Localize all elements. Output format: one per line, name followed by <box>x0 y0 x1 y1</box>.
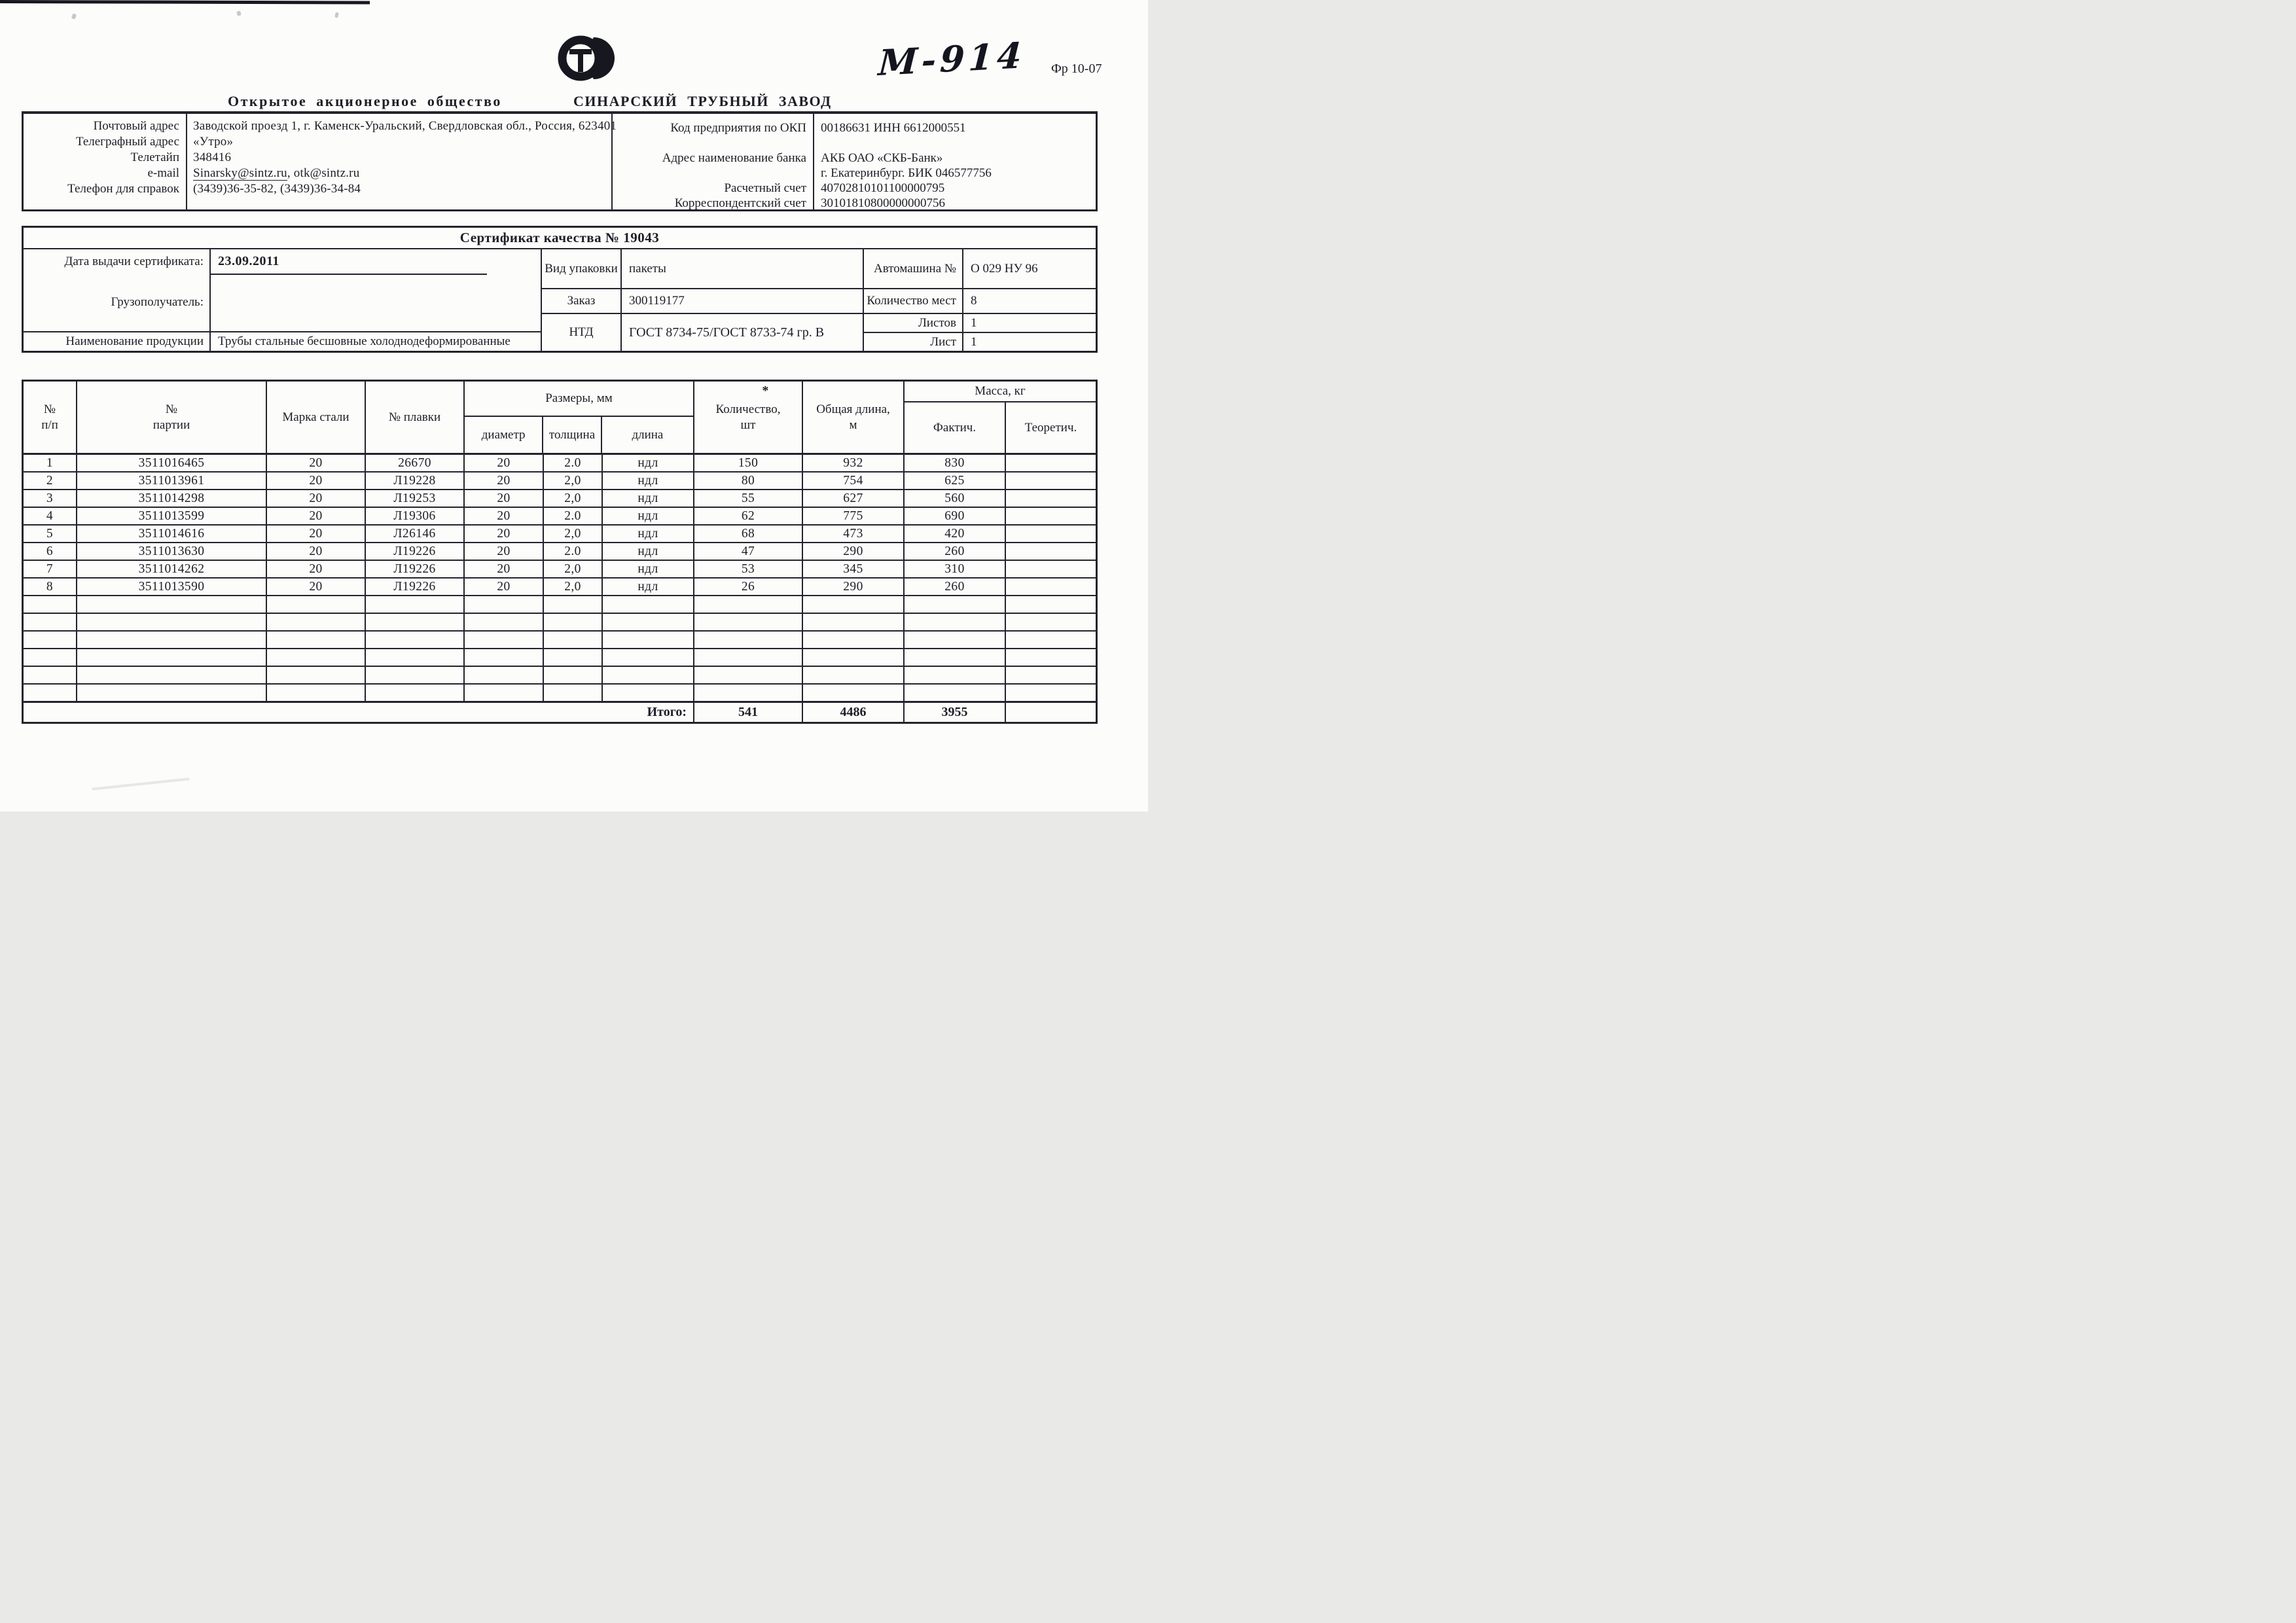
cell-mass-actual <box>905 632 1006 649</box>
cell-thickness: 2.0 <box>544 508 603 526</box>
email-primary: Sinarsky@sintz.ru <box>193 166 287 180</box>
cell-batch: 3511014262 <box>77 561 267 579</box>
cell-heat-number: Л19226 <box>366 543 465 561</box>
cell-total-length <box>803 596 905 614</box>
cell-num <box>24 614 77 632</box>
cell-steel-grade <box>267 667 366 685</box>
packing-label: Вид упаковки <box>542 249 622 288</box>
scan-edge-artifact <box>0 0 370 4</box>
certificate-body <box>24 249 1096 351</box>
cell-diameter <box>465 685 544 702</box>
cell-heat-number: Л19226 <box>366 579 465 596</box>
ntd-row <box>542 314 863 351</box>
cell-batch: 3511014298 <box>77 490 267 508</box>
sheets-value: 1 <box>971 315 977 330</box>
header-heat-number: № плавки <box>366 382 465 453</box>
cell-diameter: 20 <box>465 508 544 526</box>
table-row <box>24 685 1096 702</box>
cell-length: ндл <box>603 561 694 579</box>
consignee-label: Грузополучатель: <box>24 274 211 331</box>
cell-batch <box>77 649 267 667</box>
cell-diameter <box>465 632 544 649</box>
cell-quantity <box>694 596 803 614</box>
cell-length: ндл <box>603 490 694 508</box>
totals-quantity: 541 <box>694 703 803 722</box>
bank-label <box>613 166 806 181</box>
cell-mass-actual: 690 <box>905 508 1006 526</box>
table-row <box>24 614 1096 632</box>
cell-thickness: 2,0 <box>544 579 603 596</box>
cell-steel-grade: 20 <box>267 508 366 526</box>
order-label: Заказ <box>542 289 622 313</box>
header-mass-theoretical: Теоретич. <box>1024 420 1077 435</box>
cell-mass-actual <box>905 685 1006 702</box>
issue-date-value: 23.09.2011 <box>211 249 541 274</box>
header-mass-group <box>905 382 1096 453</box>
table-row <box>24 667 1096 685</box>
consignee-row <box>24 274 541 331</box>
pencil-speck <box>334 12 338 18</box>
totals-row <box>24 702 1096 722</box>
cell-batch <box>77 632 267 649</box>
totals-total-length: 4486 <box>803 703 905 722</box>
cell-num <box>24 649 77 667</box>
table-row <box>24 579 1096 596</box>
header-mass: Масса, кг <box>905 382 1096 402</box>
cell-quantity <box>694 632 803 649</box>
cell-thickness <box>544 649 603 667</box>
cell-total-length: 290 <box>803 579 905 596</box>
cell-thickness: 2,0 <box>544 526 603 543</box>
cell-mass-actual: 560 <box>905 490 1006 508</box>
places-label: Количество мест <box>864 289 963 313</box>
header-length: длина <box>632 427 664 442</box>
ntd-label: НТД <box>542 314 622 351</box>
cell-mass-theoretical <box>1006 473 1096 490</box>
cell-length <box>603 632 694 649</box>
cell-heat-number: Л19253 <box>366 490 465 508</box>
cell-total-length <box>803 649 905 667</box>
issue-date-label: Дата выдачи сертификата: <box>24 249 211 274</box>
header-diameter: диаметр <box>465 417 543 453</box>
sheet-value: 1 <box>971 334 977 349</box>
bank-label: Расчетный счет <box>724 181 806 195</box>
header-num: № п/п <box>24 382 77 453</box>
bank-name: АКБ ОАО «СКБ-Банк» <box>821 151 943 165</box>
teletype: 348416 <box>193 151 232 164</box>
cell-quantity: 68 <box>694 526 803 543</box>
cell-mass-theoretical <box>1006 526 1096 543</box>
cell-length: ндл <box>603 526 694 543</box>
cell-thickness: 2,0 <box>544 561 603 579</box>
header-batch: № партии <box>77 382 267 453</box>
cell-length <box>603 667 694 685</box>
cell-mass-actual: 830 <box>905 455 1006 473</box>
order-value: 300119177 <box>629 294 685 308</box>
cell-total-length: 754 <box>803 473 905 490</box>
cell-heat-number: Л19226 <box>366 561 465 579</box>
cell-mass-actual: 260 <box>905 579 1006 596</box>
cell-heat-number <box>366 632 465 649</box>
cell-total-length <box>803 614 905 632</box>
cell-total-length: 932 <box>803 455 905 473</box>
sintz-pipe-logo-icon <box>553 31 619 86</box>
cell-mass-actual <box>905 649 1006 667</box>
cell-length: ндл <box>603 455 694 473</box>
contact-labels-column <box>24 114 187 211</box>
cell-diameter: 20 <box>465 473 544 490</box>
cell-diameter: 20 <box>465 455 544 473</box>
table-row <box>24 508 1096 526</box>
cell-length: ндл <box>603 473 694 490</box>
certificate-left-region <box>24 249 541 351</box>
cell-steel-grade: 20 <box>267 473 366 490</box>
cell-steel-grade <box>267 632 366 649</box>
cell-mass-theoretical <box>1006 579 1096 596</box>
cell-steel-grade: 20 <box>267 526 366 543</box>
bank-label <box>613 135 806 151</box>
cell-mass-theoretical <box>1006 455 1096 473</box>
cell-num: 4 <box>24 508 77 526</box>
header-mass-actual: Фактич. <box>905 402 1006 453</box>
table-row <box>24 632 1096 649</box>
cell-length: ндл <box>603 543 694 561</box>
contact-label: e-mail <box>147 166 179 180</box>
cell-diameter: 20 <box>465 543 544 561</box>
cell-thickness: 2,0 <box>544 473 603 490</box>
cell-diameter <box>465 614 544 632</box>
form-code: Фр 10-07 <box>1051 62 1102 76</box>
cell-diameter: 20 <box>465 490 544 508</box>
cell-total-length: 775 <box>803 508 905 526</box>
cell-heat-number <box>366 649 465 667</box>
cell-num <box>24 685 77 702</box>
bank-values-column <box>814 114 1096 211</box>
packing-value: пакеты <box>629 261 666 276</box>
cell-num: 5 <box>24 526 77 543</box>
cell-batch: 3511013630 <box>77 543 267 561</box>
cell-steel-grade: 20 <box>267 561 366 579</box>
cell-total-length <box>803 632 905 649</box>
cell-num <box>24 632 77 649</box>
cell-mass-actual: 625 <box>905 473 1006 490</box>
header-total-length: Общая длина, м <box>803 382 905 453</box>
cell-total-length <box>803 685 905 702</box>
cell-heat-number: Л26146 <box>366 526 465 543</box>
cell-length <box>603 596 694 614</box>
header-steel-grade: Марка стали <box>267 382 366 453</box>
cell-length <box>603 614 694 632</box>
cell-mass-theoretical <box>1006 596 1096 614</box>
cell-heat-number: 26670 <box>366 455 465 473</box>
cell-quantity: 150 <box>694 455 803 473</box>
cell-length: ндл <box>603 579 694 596</box>
bank-label: Корреспондентский счет <box>674 196 806 210</box>
scan-smudge <box>92 777 190 791</box>
cell-total-length: 473 <box>803 526 905 543</box>
cell-heat-number <box>366 596 465 614</box>
cell-heat-number <box>366 667 465 685</box>
cell-batch <box>77 596 267 614</box>
header-sizes: Размеры, мм <box>465 382 693 417</box>
cell-num: 8 <box>24 579 77 596</box>
table-row <box>24 596 1096 614</box>
correspondent-account: 30101810800000000756 <box>821 196 945 210</box>
ntd-value: ГОСТ 8734-75/ГОСТ 8733-74 гр. В <box>629 325 825 340</box>
pencil-speck <box>71 13 77 20</box>
cell-steel-grade: 20 <box>267 579 366 596</box>
bank-value <box>821 135 1096 151</box>
pencil-speck <box>236 10 242 16</box>
cell-num: 6 <box>24 543 77 561</box>
cell-thickness: 2.0 <box>544 543 603 561</box>
pipe-batches-table <box>22 380 1098 724</box>
header-thickness: толщина <box>543 417 602 453</box>
cell-diameter <box>465 649 544 667</box>
cell-steel-grade: 20 <box>267 455 366 473</box>
cell-mass-actual: 310 <box>905 561 1006 579</box>
cell-num: 7 <box>24 561 77 579</box>
cell-quantity: 62 <box>694 508 803 526</box>
truck-row <box>864 249 1096 289</box>
cell-thickness <box>544 614 603 632</box>
certificate-title: Сертификат качества № 19043 <box>24 228 1096 249</box>
table-row <box>24 473 1096 490</box>
product-row <box>24 331 541 351</box>
cell-quantity <box>694 649 803 667</box>
table-row <box>24 526 1096 543</box>
cell-diameter <box>465 596 544 614</box>
cell-length: ндл <box>603 508 694 526</box>
bank-labels-column <box>613 114 814 211</box>
cell-heat-number <box>366 685 465 702</box>
contact-label: Телефон для справок <box>67 182 179 196</box>
cell-batch <box>77 667 267 685</box>
phones: (3439)36-35-82, (3439)36-34-84 <box>193 182 361 196</box>
totals-mass-theoretical <box>1006 703 1096 722</box>
contact-values-column <box>187 114 617 211</box>
quality-certificate-scan <box>0 0 1148 812</box>
totals-label: Итого: <box>24 703 694 722</box>
product-value: Трубы стальные бесшовные холоднодеформированные <box>218 334 511 348</box>
cell-total-length: 627 <box>803 490 905 508</box>
table-body <box>24 455 1096 702</box>
table-row <box>24 649 1096 667</box>
consignee-value <box>211 274 541 331</box>
cell-thickness <box>544 667 603 685</box>
cell-diameter <box>465 667 544 685</box>
table-row <box>24 455 1096 473</box>
cell-batch: 3511013961 <box>77 473 267 490</box>
cell-thickness <box>544 685 603 702</box>
packing-row <box>542 249 863 289</box>
cell-mass-actual <box>905 667 1006 685</box>
cell-batch <box>77 614 267 632</box>
cell-steel-grade <box>267 685 366 702</box>
asterisk-mark: * <box>762 383 769 398</box>
cell-total-length: 290 <box>803 543 905 561</box>
cell-batch: 3511016465 <box>77 455 267 473</box>
cell-mass-actual: 420 <box>905 526 1006 543</box>
sheet-label: Лист <box>864 333 963 351</box>
cell-steel-grade <box>267 614 366 632</box>
cell-num: 1 <box>24 455 77 473</box>
cell-thickness: 2,0 <box>544 490 603 508</box>
product-label: Наименование продукции <box>24 332 211 351</box>
handwritten-mark: М-914 <box>877 33 1027 84</box>
cell-quantity <box>694 667 803 685</box>
cell-quantity: 53 <box>694 561 803 579</box>
issue-date-row <box>24 249 541 274</box>
cell-mass-theoretical <box>1006 632 1096 649</box>
cell-mass-actual <box>905 596 1006 614</box>
cell-heat-number: Л19306 <box>366 508 465 526</box>
order-row <box>542 289 863 314</box>
bank-city-bik: г. Екатеринбург. БИК 046577756 <box>821 166 992 180</box>
cell-num: 2 <box>24 473 77 490</box>
cell-steel-grade <box>267 596 366 614</box>
email-secondary: , otk@sintz.ru <box>287 166 360 180</box>
cell-total-length: 345 <box>803 561 905 579</box>
cell-steel-grade <box>267 649 366 667</box>
header-quantity: * Количество, шт <box>694 382 803 453</box>
cell-total-length <box>803 667 905 685</box>
certificate-band <box>22 226 1098 353</box>
bank-label: Адрес наименование банка <box>662 151 806 165</box>
table-row <box>24 490 1096 508</box>
table-row <box>24 543 1096 561</box>
contacts-bank-band <box>22 111 1098 211</box>
contact-label: Телеграфный адрес <box>75 135 179 149</box>
cell-mass-theoretical <box>1006 508 1096 526</box>
postal-address: Заводской проезд 1, г. Каменск-Уральский, Свердловская обл., Россия, 623401 <box>193 119 617 133</box>
cell-batch <box>77 685 267 702</box>
cell-batch: 3511014616 <box>77 526 267 543</box>
cell-batch: 3511013599 <box>77 508 267 526</box>
bank-label: Код предприятия по ОКП <box>670 121 806 135</box>
cell-mass-theoretical <box>1006 490 1096 508</box>
certificate-middle-region <box>541 249 864 351</box>
header-sizes-group <box>465 382 694 453</box>
cell-diameter: 20 <box>465 526 544 543</box>
cell-thickness <box>544 632 603 649</box>
cell-quantity: 55 <box>694 490 803 508</box>
cell-num: 3 <box>24 490 77 508</box>
truck-value: О 029 НУ 96 <box>971 261 1038 276</box>
company-name-heading: СИНАРСКИЙ ТРУБНЫЙ ЗАВОД <box>573 93 832 109</box>
contact-label: Телетайп <box>130 151 179 164</box>
cell-mass-theoretical <box>1006 667 1096 685</box>
cell-num <box>24 596 77 614</box>
cell-heat-number: Л19228 <box>366 473 465 490</box>
contact-label: Почтовый адрес <box>93 119 179 133</box>
cell-quantity: 80 <box>694 473 803 490</box>
places-row <box>864 289 1096 314</box>
cell-diameter: 20 <box>465 579 544 596</box>
cell-steel-grade: 20 <box>267 543 366 561</box>
cell-mass-theoretical <box>1006 649 1096 667</box>
cell-thickness <box>544 596 603 614</box>
cell-mass-actual: 260 <box>905 543 1006 561</box>
telegraph-address: «Утро» <box>193 135 234 149</box>
cell-mass-actual <box>905 614 1006 632</box>
cell-steel-grade: 20 <box>267 490 366 508</box>
totals-mass-actual: 3955 <box>905 703 1006 722</box>
email-line <box>193 166 611 181</box>
certificate-right-region <box>864 249 1096 351</box>
cell-mass-theoretical <box>1006 614 1096 632</box>
cell-mass-theoretical <box>1006 561 1096 579</box>
sheets-label: Листов <box>864 314 963 332</box>
cell-heat-number <box>366 614 465 632</box>
cell-quantity <box>694 685 803 702</box>
cell-mass-theoretical <box>1006 685 1096 702</box>
cell-mass-theoretical <box>1006 543 1096 561</box>
cell-thickness: 2.0 <box>544 455 603 473</box>
cell-diameter: 20 <box>465 561 544 579</box>
cell-length <box>603 685 694 702</box>
cell-num <box>24 667 77 685</box>
sheet-row <box>864 333 1096 351</box>
truck-label: Автомашина № <box>864 249 963 288</box>
cell-batch: 3511013590 <box>77 579 267 596</box>
cell-length <box>603 649 694 667</box>
org-type-heading: Открытое акционерное общество <box>228 93 502 109</box>
settlement-account: 40702810101100000795 <box>821 181 945 195</box>
cell-quantity: 26 <box>694 579 803 596</box>
places-value: 8 <box>971 294 977 308</box>
cell-quantity <box>694 614 803 632</box>
okp-inn: 00186631 ИНН 6612000551 <box>821 121 966 135</box>
table-row <box>24 561 1096 579</box>
cell-quantity: 47 <box>694 543 803 561</box>
sheets-row <box>864 314 1096 333</box>
table-header <box>24 382 1096 455</box>
